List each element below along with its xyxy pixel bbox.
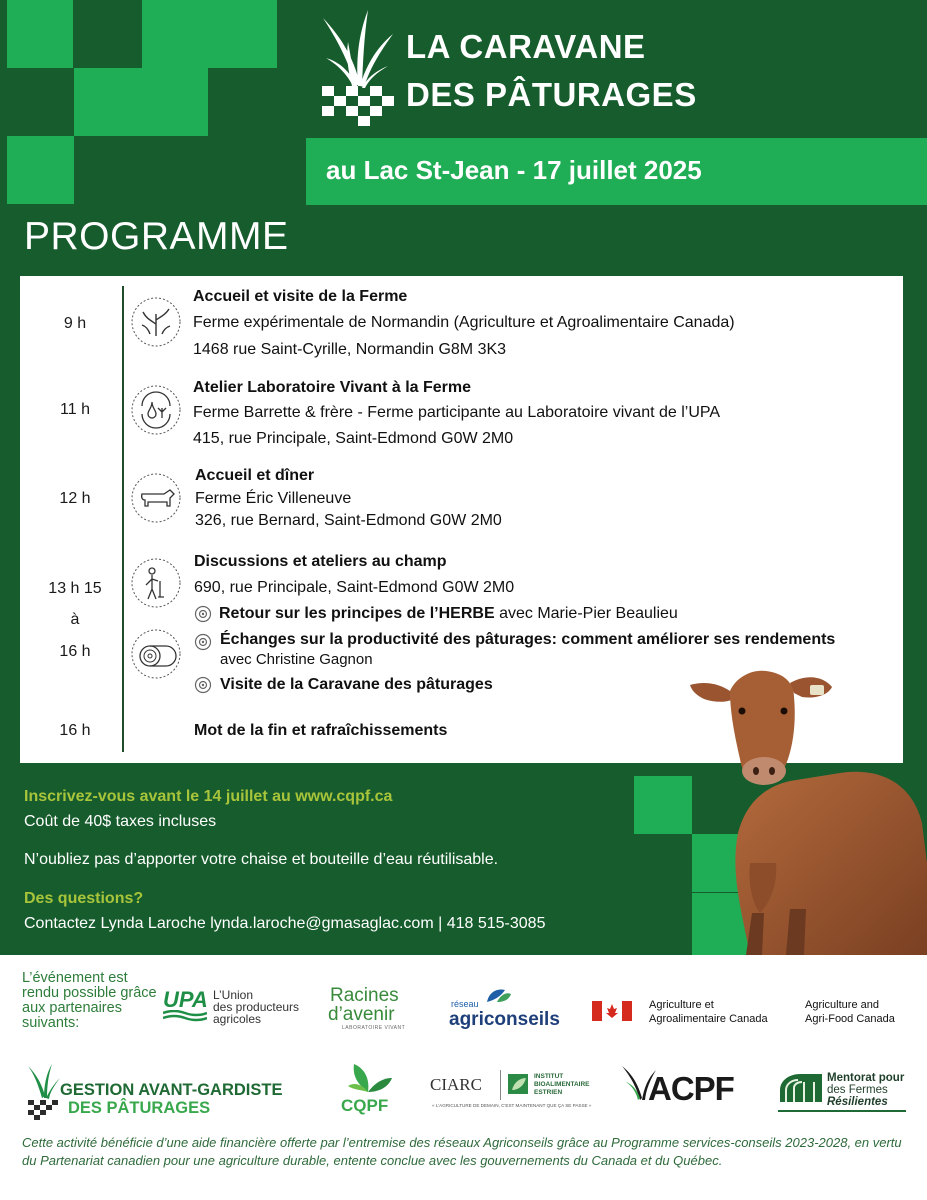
cow-photo	[690, 663, 927, 955]
deco-square	[634, 776, 692, 834]
timeline-divider	[122, 286, 124, 752]
activity-item-title: Retour sur les principes de l’HERBE	[219, 605, 495, 622]
schedule-title: Mot de la fin et rafraîchissements	[194, 722, 448, 739]
reminder-text: N’oubliez pas d’apporter votre chaise et bouteille d’eau réutilisable.	[24, 851, 499, 868]
agriconseils-logo	[449, 984, 564, 1032]
event-title-line1: LA CARAVANE	[406, 28, 646, 65]
schedule-time: 16 h	[59, 722, 91, 739]
upa-mark: UPA	[163, 987, 208, 1012]
logo-underline	[778, 1110, 906, 1112]
deco-square	[208, 0, 277, 68]
deco-square	[142, 0, 208, 68]
aac-fr-line2: Agroalimentaire Canada	[649, 1013, 768, 1025]
activity-item	[219, 606, 678, 622]
aac-fr-line1: Agriculture et	[649, 999, 714, 1011]
activity-item-title: Échanges sur la productivité des pâturages: comment améliorer ses rendements	[220, 631, 836, 648]
deco-square	[7, 0, 73, 68]
canada-flag-icon	[592, 1000, 632, 1022]
grass-checker-icon	[26, 1062, 62, 1122]
schedule-time: 16 h	[59, 643, 91, 660]
racines-davenir-logo	[328, 986, 424, 1032]
schedule-time: 12 h	[59, 490, 91, 507]
institut-leaf-icon	[506, 1072, 530, 1096]
cost-text: Coût de 40$ taxes incluses	[24, 813, 217, 830]
contact-text: Contactez Lynda Laroche lynda.laroche@gmasaglac.com | 418 515-3085	[24, 915, 546, 932]
gestion-line1: GESTION AVANT-GARDISTE	[60, 1081, 283, 1099]
schedule-time: 13 h 15	[48, 580, 102, 597]
activity-item-title: Visite de la Caravane des pâturages	[220, 676, 493, 693]
schedule-time: 9 h	[63, 315, 87, 332]
schedule-title: Atelier Laboratoire Vivant à la Ferme	[193, 379, 472, 396]
schedule-detail: Ferme Barrette & frère - Ferme participante au Laboratoire vivant de l’UPA	[193, 404, 721, 421]
acpf-mark: ACPF	[648, 1070, 734, 1107]
hay-bale-icon	[130, 628, 182, 680]
event-date: au Lac St-Jean - 17 juillet 2025	[326, 155, 702, 185]
schedule-address: 326, rue Bernard, Saint-Edmond G0W 2M0	[195, 512, 502, 529]
institut-line3: ESTRIEN	[534, 1089, 563, 1096]
activity-item-host: avec Marie-Pier Beaulieu	[494, 605, 678, 622]
upa-waves-icon	[163, 1010, 207, 1022]
cqpf-logo	[340, 1056, 396, 1116]
mentorat-line1: Mentorat pour	[827, 1072, 905, 1084]
gestion-line2: DES PÂTURAGES	[68, 1099, 211, 1117]
agriconseils-leaf-icon	[483, 984, 513, 1004]
schedule-title: Accueil et visite de la Ferme	[193, 288, 408, 305]
logo-divider	[500, 1070, 501, 1100]
schedule-title: Discussions et ateliers au champ	[194, 553, 447, 570]
agriconseils-line1: réseau	[451, 999, 479, 1009]
deco-square	[7, 136, 74, 204]
partners-intro: L’événement est rendu possible grâce aux partenaires suivants:	[22, 970, 157, 1031]
ciarc-mark: CIARC	[430, 1075, 482, 1094]
flower-bullet-icon	[194, 633, 212, 651]
upa-logo	[163, 988, 303, 1028]
section-title: PROGRAMME	[24, 215, 289, 258]
flower-bullet-icon	[194, 676, 212, 694]
upa-line3: agricoles	[213, 1012, 262, 1026]
acpf-logo	[620, 1062, 740, 1116]
cqpf-mark: CQPF	[341, 1096, 389, 1115]
upa-line2: des producteurs	[213, 1000, 300, 1014]
deco-square	[74, 68, 208, 136]
questions-title: Des questions?	[24, 890, 144, 907]
schedule-detail: Ferme Éric Villeneuve	[195, 490, 352, 507]
registration-headline: Inscrivez-vous avant le 14 juillet au www.cqpf.ca	[24, 788, 393, 805]
institut-line2: BIOALIMENTAIRE	[534, 1081, 590, 1088]
mentorat-logo	[778, 1068, 910, 1112]
schedule-time: à	[70, 611, 80, 628]
event-title-line2: DES PÂTURAGES	[406, 76, 697, 113]
ciarc-tagline: « L’AGRICULTURE DE DEMAIN, C’EST MAINTENANT QUE ÇA SE PASSE »	[432, 1103, 592, 1108]
cow-icon	[130, 472, 182, 524]
schedule-title: Accueil et dîner	[195, 467, 315, 484]
grass-plant-icon	[130, 296, 182, 348]
ciarc-logo	[430, 1070, 592, 1114]
upa-line1: L’Union	[213, 988, 254, 1002]
schedule-detail: Ferme expérimentale de Normandin (Agriculture et Agroalimentaire Canada)	[193, 314, 735, 331]
aac-en-line1: Agriculture and	[805, 999, 879, 1011]
person-field-icon	[130, 557, 182, 609]
greenhouse-icon	[778, 1070, 824, 1104]
schedule-address: 1468 rue Saint-Cyrille, Normandin G8M 3K3	[193, 341, 507, 358]
racines-line1: Racines	[330, 985, 399, 1006]
racines-line2: d’avenir	[328, 1004, 395, 1025]
funding-note: Cette activité bénéficie d’une aide financière offerte par l’entremise des réseaux Agriconseils grâce au Programme services-conseils 2023-2028, en vertu du Partenariat canadien pour une agriculture durable, entente conclue avec les gouvernements du Canada et du Québec.	[22, 1135, 902, 1168]
institut-line1: INSTITUT	[534, 1073, 564, 1080]
mentorat-line2: des Fermes	[827, 1084, 888, 1096]
activity-item-host: avec Christine Gagnon	[220, 651, 373, 668]
schedule-address: 690, rue Principale, Saint-Edmond G0W 2M0	[194, 579, 515, 596]
grass-logo-icon	[318, 6, 398, 131]
water-cycle-icon	[130, 384, 182, 436]
schedule-time: 11 h	[60, 401, 90, 418]
mentorat-line3: Résilientes	[827, 1096, 888, 1108]
aac-en-line2: Agri-Food Canada	[805, 1013, 895, 1025]
agriconseils-line2: agriconseils	[449, 1009, 560, 1030]
schedule-address: 415, rue Principale, Saint-Edmond G0W 2M0	[193, 430, 514, 447]
cqpf-leaf-icon	[340, 1056, 396, 1096]
racines-line3: LABORATOIRE VIVANT	[342, 1025, 406, 1031]
gestion-avant-gardiste-logo	[26, 1062, 291, 1126]
flower-bullet-icon	[194, 605, 212, 623]
